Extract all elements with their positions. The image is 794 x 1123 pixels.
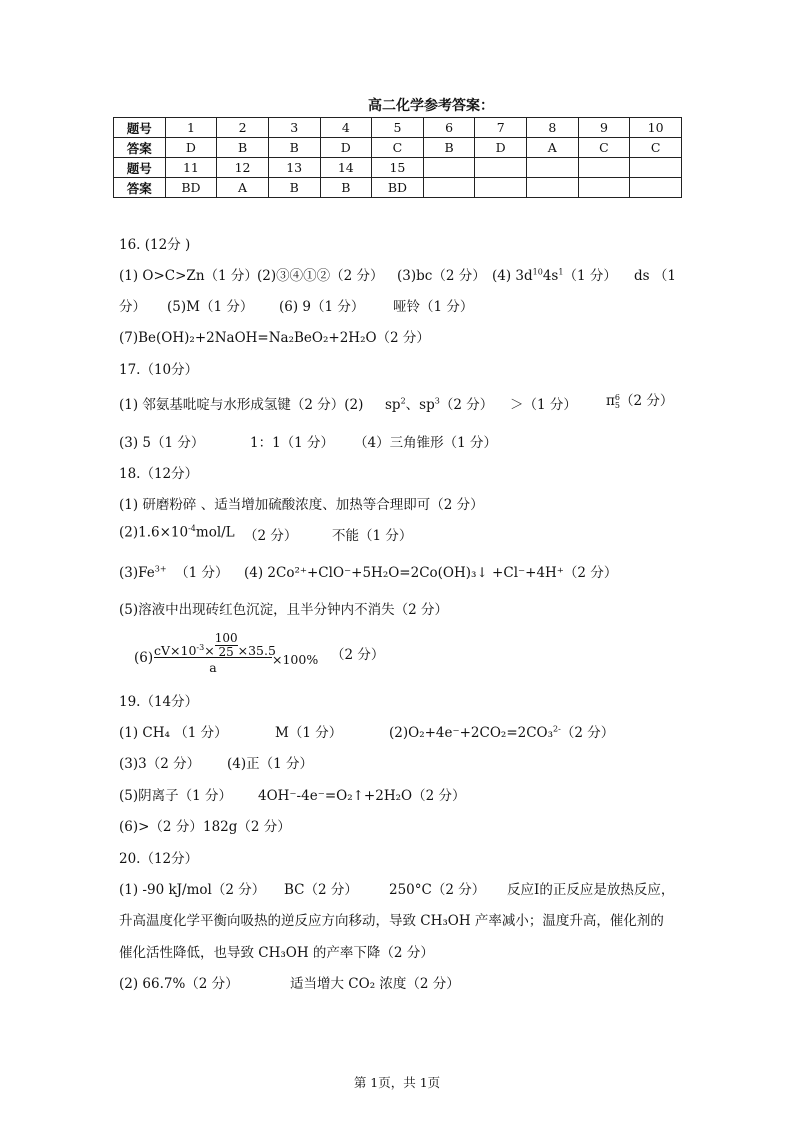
table-cell-empty [578,178,630,198]
table-cell: A [217,178,269,198]
q20-answer-2b: 适当增大 CO₂ 浓度（2 分） [290,976,460,992]
table-cell-empty [475,178,527,198]
table-cell: BD [165,178,217,198]
q17-answer-4: (3) 5（1 分） [119,435,205,451]
q18-answer-1: (1) 研磨粉碎 、适当增加硫酸浓度、加热等合理即可（2 分） [119,497,484,513]
table-cell: C [630,138,682,158]
table-cell: B [268,178,320,198]
table-cell: 2 [217,118,269,138]
page-title: 高二化学参考答案： [368,98,494,114]
q18-answer-6-label: (6) [134,650,154,666]
table-cell-empty [423,158,475,178]
q17-answer-2: $sp^2$、$sp^3(2$ 分） [385,396,494,413]
q18-fraction [154,628,276,675]
q16-answer-3: (3)bc（2 分） [397,268,486,284]
table-cell: 15 [372,158,424,178]
table-cell-empty [475,158,527,178]
fraction-denominator: a [209,660,217,675]
q18-answer-6-score: （2 分） [331,647,385,663]
row-label: 题号 [114,158,166,178]
q20-answer-1: (1) -90 kJ/mol（2 分） [119,882,266,898]
row-label: 答案 [114,178,166,198]
q20-answer-1d: 反应I的正反应是放热反应， [507,882,675,898]
q16-answer-7: (7)Be(OH)₂+2NaOH=Na₂BeO₂+2H₂O（2 分） [119,330,430,346]
q20-answer-2: (2) 66.7%（2 分） [119,976,239,992]
q17-answer-6: （4）三角锥形（1 分） [354,435,497,451]
q18-answer-2: $(2)1.6\times 10^{-4}mol/L$ [119,524,235,541]
q17-answer-1: (1) 邻氨基吡啶与水形成氢键（2 分）(2) [119,397,364,413]
table-cell: 9 [578,118,630,138]
row-label: 题号 [114,118,166,138]
table-row [114,158,682,178]
table-row [114,178,682,198]
table-cell: 1 [165,118,217,138]
q20-answer-1b: BC（2 分） [284,882,358,898]
table-cell: D [320,138,372,158]
table-cell: 7 [475,118,527,138]
table-cell: B [268,138,320,158]
q19-answer-5b: 4OH⁻-4e⁻=O₂↑+2H₂O（2 分） [258,788,466,804]
table-cell-empty [630,158,682,178]
table-cell: 14 [320,158,372,178]
q20-answer-1c: 250°C（2 分） [389,882,486,898]
q18-answer-4: (4) 2Co²⁺+ClO⁻+5H₂O=2Co(OH)₃↓ +Cl⁻+4H⁺（2 分） [244,565,618,581]
q19-answer-1: (1) CH₄ （1 分） [119,725,228,741]
q17-answer-3: ＞（1 分） [510,397,577,413]
q18-answer-2-score: （2 分） [244,528,298,544]
table-cell: 4 [320,118,372,138]
table-cell-empty [527,178,579,198]
q18-heading: 18.（12分） [119,466,199,482]
q19-answer-2: (2)O₂+4e⁻+2CO₂=2CO₃$^{2-}$（2 分） [389,724,615,741]
table-cell-empty [630,178,682,198]
table-row [114,138,682,158]
q16-answer-6b: 哑铃（1 分） [393,299,474,315]
q16-score-cont: 分） [119,299,146,315]
q19-heading: 19.（14分） [119,694,199,710]
q16-answer-4b: ds （1 [634,268,676,284]
table-cell: A [527,138,579,158]
page-footer: 第 1页，共 1页 [353,1075,441,1090]
q19-answer-5: (5)阴离子（1 分） [119,788,233,804]
table-cell: BD [372,178,424,198]
q20-answer-explain-2: 催化活性降低，也导致 CH₃OH 的产率下降（2 分） [119,945,434,961]
q20-heading: 20.（12分） [119,851,199,867]
table-cell: C [372,138,424,158]
table-cell: 11 [165,158,217,178]
answer-table [113,117,682,198]
q16-answer-2: (2)③④①②（2 分） [257,268,384,284]
q19-answer-4: (4)正（1 分） [227,756,314,772]
q20-answer-explain-1: 升高温度化学平衡向吸热的逆反应方向移动，导致 CH₃OH 产率减小；温度升高，催化剂的 [119,913,664,929]
table-row [114,118,682,138]
table-cell: D [165,138,217,158]
q18-answer-5: (5)溶液中出现砖红色沉淀，且半分钟内不消失（2 分） [119,602,449,618]
q17-heading: 17.（10分） [119,362,199,378]
q17-answer-pi: π 6 5 （2 分） [606,392,674,410]
q19-answer-3: (3)3（2 分） [119,756,201,772]
table-cell-empty [578,158,630,178]
q18-answer-3: $(3)Fe^{3+}$ （1 分） [119,564,229,581]
table-cell: 6 [423,118,475,138]
table-cell: B [217,138,269,158]
table-cell: B [423,138,475,158]
q18-answer-2b: 不能（1 分） [332,528,413,544]
table-cell: 5 [372,118,424,138]
table-cell: B [320,178,372,198]
q19-answer-6b: 182g（2 分） [203,819,291,835]
table-cell: 3 [268,118,320,138]
q16-answer-5: (5)M（1 分） [167,299,254,315]
table-cell: 12 [217,158,269,178]
table-cell-empty [527,158,579,178]
q19-answer-1b: M（1 分） [275,725,343,741]
table-cell: 8 [527,118,579,138]
row-label: 答案 [114,138,166,158]
table-cell: C [578,138,630,158]
q16-answer-1: (1) O>C>Zn（1 分） [119,268,258,284]
table-cell: 13 [268,158,320,178]
table-cell: D [475,138,527,158]
table-cell-empty [423,178,475,198]
q17-answer-5: 1：1（1 分） [250,435,335,451]
q19-answer-6: (6)>（2 分） [119,819,203,835]
q16-answer-4: (4) $3d^{10}4s^1(1$ 分） [492,267,617,284]
q16-answer-6: (6) 9（1 分） [279,299,365,315]
fraction-numerator: $cV\times 10^{-3}\times$ $\frac{100}{25}$ ×35.5 [154,631,276,659]
q18-fraction-tail: ×100% [272,652,319,667]
table-cell: 10 [630,118,682,138]
q16-heading: 16. (12分 ) [119,237,191,253]
